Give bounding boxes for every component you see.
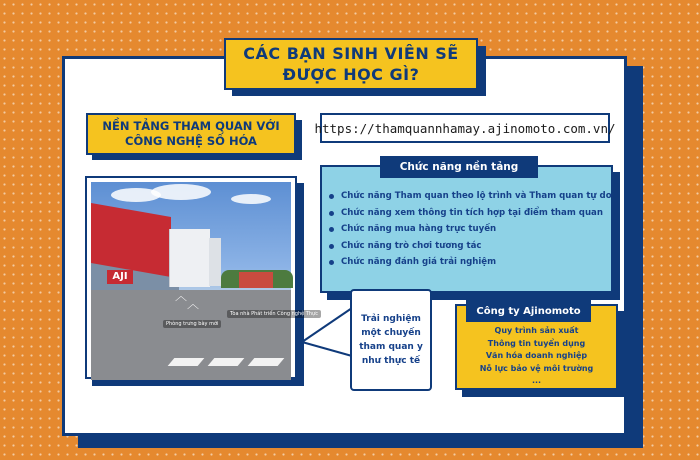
speech-bubble-tail [300, 300, 354, 364]
function-item [325, 221, 610, 238]
navigation-arrow-icon[interactable]: ︿ [187, 297, 200, 311]
bullet-icon [329, 194, 334, 199]
company-heading: Công ty Ajinomoto [466, 300, 591, 322]
function-item [325, 188, 610, 205]
cloud [231, 194, 271, 204]
function-item-text: Chức năng xem thông tin tích hợp tại điểm tham quan [341, 207, 603, 218]
cloud [151, 184, 211, 200]
company-list [455, 325, 618, 388]
platform-url[interactable]: https://thamquannhamay.ajinomoto.com.vn/ [320, 113, 610, 143]
function-item-text: Chức năng đánh giá trải nghiệm [341, 257, 497, 268]
function-item [325, 238, 610, 255]
function-item-text: Chức năng mua hàng trực tuyến [341, 224, 497, 235]
speech-bubble-line: tham quan y [359, 342, 423, 352]
bullet-icon [329, 244, 334, 249]
page-title-line-2: ĐƯỢC HỌC GÌ? [282, 65, 420, 84]
function-item-text: Chức năng Tham quan theo lộ trình và Tham quan tự do [341, 191, 612, 201]
hotspot-label-showroom[interactable]: Phòng trưng bày mới [163, 320, 221, 328]
function-item [325, 205, 610, 222]
bullet-icon [329, 227, 334, 232]
company-item: Quy trình sản xuất [494, 326, 579, 335]
factory-photo [85, 176, 318, 379]
platform-heading-line-2: CÔNG NGHỆ SỐ HÓA [125, 134, 257, 148]
company-item: Văn hóa doanh nghiệp [485, 351, 588, 360]
factory-photo-scene [91, 182, 318, 373]
function-item [325, 254, 610, 271]
platform-heading [86, 113, 296, 155]
bullet-icon [329, 260, 334, 265]
ajinomoto-logo-icon: AJI [107, 270, 133, 284]
functions-heading: Chức năng nền tảng [380, 156, 538, 178]
speech-bubble [350, 289, 432, 391]
page-title-line-1: CÁC BẠN SINH VIÊN SẼ [243, 44, 459, 63]
speech-bubble-line: Trải nghiệm [361, 314, 421, 324]
page-title [224, 38, 478, 90]
platform-heading-line-1: NỀN TẢNG THAM QUAN VỚI [102, 119, 280, 133]
red-building [239, 272, 273, 288]
bullet-icon [329, 211, 334, 216]
white-tower [209, 238, 221, 286]
speech-bubble-line: một chuyến [361, 328, 421, 338]
function-item-text: Chức năng trò chơi tương tác [341, 240, 482, 251]
functions-list [325, 188, 610, 271]
hotspot-label-tech-building[interactable]: Tòa nhà Phát triển Công nghệ Thực [227, 310, 321, 318]
white-tower [169, 229, 210, 287]
navigation-arrow-icon[interactable]: ︿ [175, 289, 188, 303]
company-item: Thông tin tuyển dụng [487, 338, 586, 348]
company-item: ... [531, 376, 542, 385]
speech-bubble-line: như thực tế [361, 356, 421, 366]
company-item: Nỗ lực bảo vệ môi trường [479, 363, 594, 373]
